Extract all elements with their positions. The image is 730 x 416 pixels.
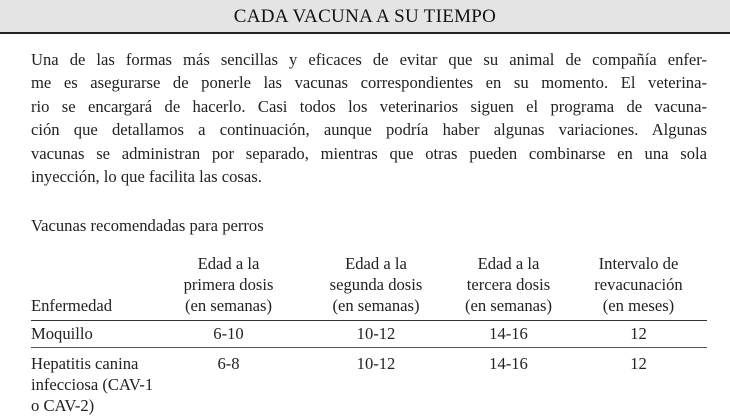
header-revaccination-interval: Intervalo de revacunación (en meses): [594, 254, 683, 315]
intro-line: vacunas se administran por separado, mientras que otras pueden combinarse en una sola: [31, 143, 707, 163]
page-title: CADA VACUNA A SU TIEMPO: [233, 6, 497, 27]
table-row: [31, 321, 707, 348]
cell-first-dose: 6-10: [213, 324, 244, 343]
table-caption: Vacunas recomendadas para perros: [31, 216, 264, 235]
cell-disease: Hepatitis canina infecciosa (CAV-1 o CAV-2): [31, 354, 154, 415]
cell-interval: 12: [630, 354, 647, 373]
intro-line: me es asegurarse de ponerle las vacunas correspondientes en su momento. El veterina-: [31, 73, 707, 93]
cell-third-dose: 14-16: [489, 324, 528, 343]
header-third-dose: Edad a la tercera dosis (en semanas): [464, 254, 553, 315]
title-bar: [0, 0, 730, 34]
table-row: [31, 348, 707, 415]
header-first-dose: Edad a la primera dosis (en semanas): [183, 254, 274, 315]
intro-line: Una de las formas más sencillas y eficaces de evitar que su animal de compañía enfer-: [31, 50, 707, 69]
cell-second-dose: 10-12: [356, 324, 396, 343]
intro-line: ción que detallamos a continuación, aunque podría haber algunas variaciones. Algunas: [31, 120, 707, 140]
vaccine-table: [31, 250, 707, 415]
cell-second-dose: 10-12: [356, 354, 396, 373]
cell-third-dose: 14-16: [489, 354, 528, 373]
intro-line: rio se encargará de hacerlo. Casi todos los veterinarios siguen el programa de vacuna-: [31, 96, 707, 116]
intro-line: inyección, lo que facilita las cosas.: [31, 167, 262, 187]
cell-first-dose: 6-8: [217, 354, 240, 373]
intro-paragraph: [31, 48, 707, 188]
table-header-row: [31, 250, 707, 321]
cell-disease: Moquillo: [31, 324, 93, 343]
cell-interval: 12: [630, 324, 647, 343]
header-disease: Enfermedad: [31, 296, 113, 315]
header-second-dose: Edad a la segunda dosis (en semanas): [329, 254, 423, 315]
